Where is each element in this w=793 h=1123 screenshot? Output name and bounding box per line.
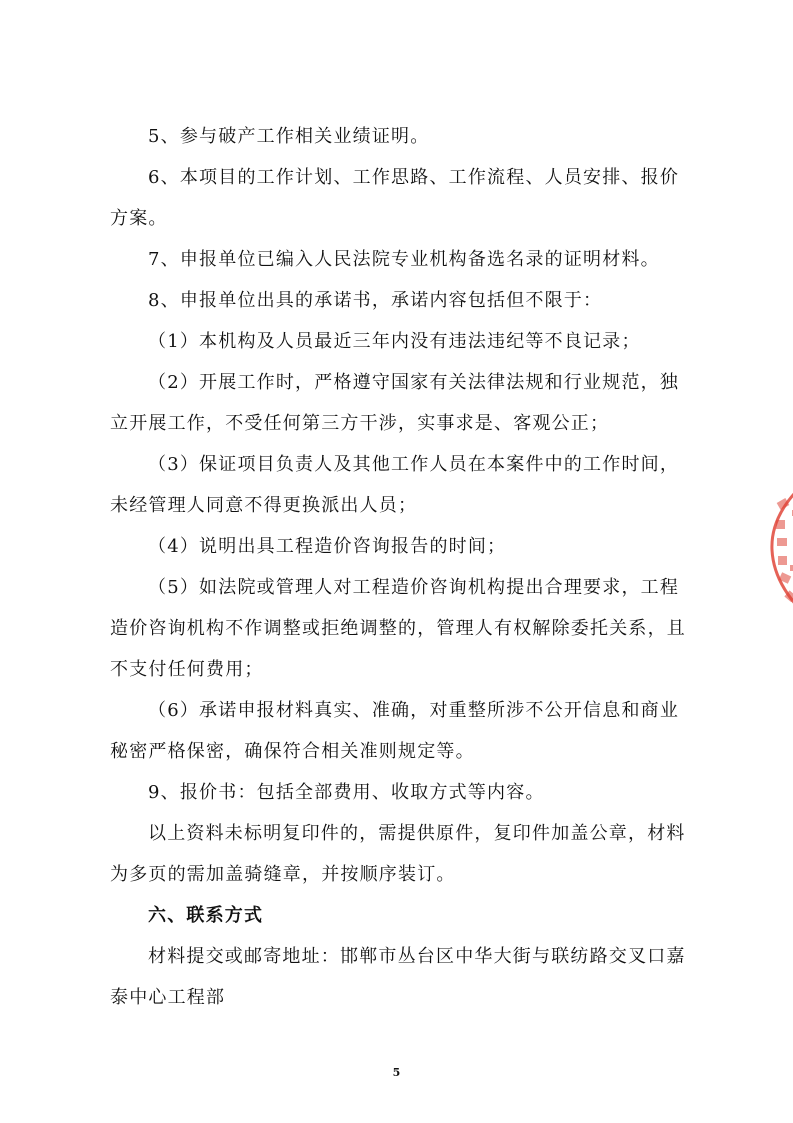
- item-9: 9、报价书：包括全部费用、收取方式等内容。: [148, 782, 545, 803]
- item-5: 5、参与破产工作相关业绩证明。: [148, 126, 430, 147]
- address-line-2: 泰中心工程部: [110, 987, 226, 1008]
- page-number: 5: [392, 1066, 401, 1079]
- item-7: 7、申报单位已编入人民法院专业机构备选名录的证明材料。: [148, 249, 660, 270]
- sub-item-2-line-2: 立开展工作，不受任何第三方干涉，实事求是、客观公正；: [110, 413, 610, 434]
- sub-item-5-line-1: （5）如法院或管理人对工程造价咨询机构提出合理要求，工程: [148, 577, 680, 598]
- item-6-line-2: 方案。: [110, 208, 168, 229]
- sub-item-6-line-1: （6）承诺申报材料真实、准确，对重整所涉不公开信息和商业: [148, 700, 680, 721]
- sub-item-5-line-3: 不支付任何费用；: [110, 659, 264, 680]
- address-line-1: 材料提交或邮寄地址：邯郸市丛台区中华大街与联纺路交叉口嘉: [148, 946, 686, 967]
- sub-item-1: （1）本机构及人员最近三年内没有违法违纪等不良记录；: [148, 331, 641, 352]
- sub-item-6-line-2: 秘密严格保密，确保符合相关准则规定等。: [110, 741, 475, 762]
- sub-item-2-line-1: （2）开展工作时，严格遵守国家有关法律法规和行业规范，独: [148, 372, 680, 393]
- section-heading: 六、联系方式: [148, 905, 264, 926]
- note-line-2: 为多页的需加盖骑缝章，并按顺序装订。: [110, 864, 456, 885]
- partial-seal-stamp: [760, 470, 793, 630]
- sub-item-3-line-2: 未经管理人同意不得更换派出人员；: [110, 495, 418, 516]
- note-line-1: 以上资料未标明复印件的，需提供原件，复印件加盖公章，材料: [148, 823, 686, 844]
- item-6-line-1: 6、本项目的工作计划、工作思路、工作流程、人员安排、报价: [148, 167, 680, 188]
- item-8: 8、申报单位出具的承诺书，承诺内容包括但不限于：: [148, 290, 603, 311]
- sub-item-4: （4）说明出具工程造价咨询报告的时间；: [148, 536, 507, 557]
- sub-item-3-line-1: （3）保证项目负责人及其他工作人员在本案件中的工作时间，: [148, 454, 680, 475]
- sub-item-5-line-2: 造价咨询机构不作调整或拒绝调整的，管理人有权解除委托关系，且: [110, 618, 686, 639]
